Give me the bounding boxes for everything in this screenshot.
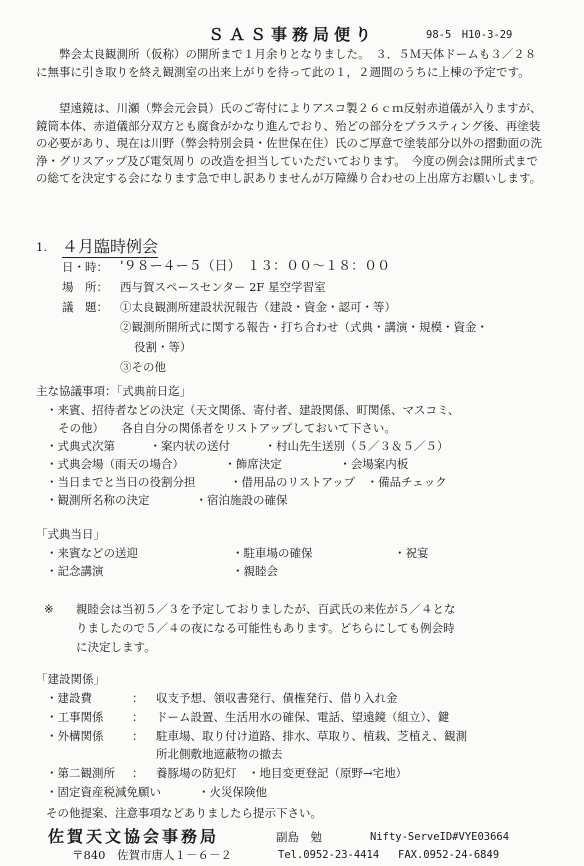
meeting-agenda-label: 議 題： [62,300,108,314]
ceremony-day-heading: 「式典当日」 [36,527,105,541]
note-line: りましたので５／４の夜になる可能性もあります。どちらにしても例会時 [76,621,455,635]
construction-text: ・火災保険他 [198,785,267,799]
construction-heading: 「建設関係」 [36,672,105,686]
ceremony-day-item: ・記念講演 [46,564,104,578]
construction-text: ドーム設置、生活用水の確保、電話、望遠鏡（組立）、鍵 [156,710,450,724]
construction-label: ・工事関係 [46,710,104,724]
ceremony-day-item: ・祝宴 [394,546,429,560]
meeting-title: ４月臨時例会 [62,234,158,258]
pre-ceremony-line: ・式典式次第 ・案内状の送付 ・村山先生送別（５／３＆５／５） [46,439,449,453]
agenda-item: ②観測所開所式に関する報告・打ち合わせ（式典・講演・規模・資金・ [120,320,488,334]
footer-tel: Tel.0952-23-4414 [278,849,380,861]
pre-ceremony-line: ・当日までと当日の役割分担 ・借用品のリストアップ ・備品チェック [46,475,447,489]
footer-fax: FAX.0952-24-6849 [398,849,500,861]
intro-paragraph-2: 望遠鏡は、川瀬（弊会元会員）氏のご寄付によりアスコ製２６ｃｍ反射赤道儀が入りますが、鏡筒本体、赤道儀部分双方とも腐食がかなり進んでおり、殆どの部分をプラスティング後、再塗装の必要があり、現在は川野（弊会特別会員・佐世保在住）氏のご厚意で塗装部分以外の摺動面の洗浄・グリスアップ及び電気周り の改造を担当していただいております。 今度の例会は開所式までの総てを決定する会になります急で申し訳ありませんが万障繰り合わせの上出席方お願いします。 [36,101,542,185]
construction-text: 所北側敷地遮蔽物の撤去 [156,747,283,761]
construction-label: ・第二観測所 [46,766,115,780]
agenda-item: ①太良観測所建設状況報告（建設・資金・認可・等） [120,300,396,314]
footer-nifty-id: Nifty-ServeID#VYE03664 [370,831,510,843]
construction-colon: ： [132,691,144,705]
footer-address: 〒840 佐賀市唐人１－６－２ [72,848,232,862]
ceremony-day-item: ・駐車場の確保 [232,546,313,560]
ceremony-day-item: ・来賓などの送迎 [46,546,138,560]
meeting-date-label: 日・時： [62,260,108,274]
ceremony-day-item: ・親睦会 [232,564,278,578]
construction-text: 駐車場、取り付け道路、排水、草取り、植栽、芝植え、観測 [156,729,468,743]
construction-label: ・建設費 [46,691,92,705]
pre-ceremony-line: ・来賓、招待者などの決定（天文関係、寄付者、建設関係、町関係、マスコミ、 [46,403,460,417]
pre-ceremony-line: その他） 各自自分の関係者をリストアップしておいて下さい。 [58,421,396,435]
construction-text: 収支予想、領収書発行、債権発行、借り入れ金 [156,691,398,705]
agenda-item: ③その他 [120,360,166,374]
closing-note: その他提案、注意事項などありましたら提示下さい。 [46,806,322,820]
meeting-date-value: '９８ー４ー５（日） １３：００～１８：００ [120,259,391,274]
pre-ceremony-heading: 主な協議事項：「式典前日迄」 [36,384,192,398]
footer-person: 副島 勉 [276,830,322,844]
construction-text: 養豚場の防犯灯 ・地目変更登記（原野→宅地） [156,766,408,780]
pre-ceremony-line: ・観測所名称の決定 ・宿泊施設の確保 [46,493,288,507]
note-line: に決定します。 [76,640,156,654]
construction-colon: ： [132,766,144,780]
construction-label: ・外構関係 [46,729,104,743]
construction-colon: ： [132,710,144,724]
issue-date: 98-5 H10-3-29 [426,29,513,41]
note-mark: ※ [44,602,54,616]
meeting-place-value: 西与賀スペースセンター 2F 星空学習室 [120,280,326,294]
note-line: 親睦会は当初５／３を予定しておりましたが、百武氏の来佐が５／４とな [76,602,456,616]
construction-label: ・固定資産税減免願い [46,785,161,799]
construction-colon: ： [132,729,144,743]
footer-organization: 佐賀天文協会事務局 [48,827,220,846]
agenda-item: 役割・等） [134,340,192,354]
intro-paragraph-1: 弊会太良観測所（仮称）の開所まで１月余りとなりました。 ３．５Ｍ天体ドームも３／２８に無事に引き取りを終え観測室の出来上がりを待って此の１，２週間のうちに上棟の予定です。 [36,47,537,79]
meeting-place-label: 場 所： [62,280,108,294]
pre-ceremony-line: ・式典会場（雨天の場合） ・飾席決定 ・会場案内板 [46,457,409,471]
meeting-number: 1. [36,240,47,254]
newsletter-title: ＳＡＳ事務局便り [207,25,376,44]
